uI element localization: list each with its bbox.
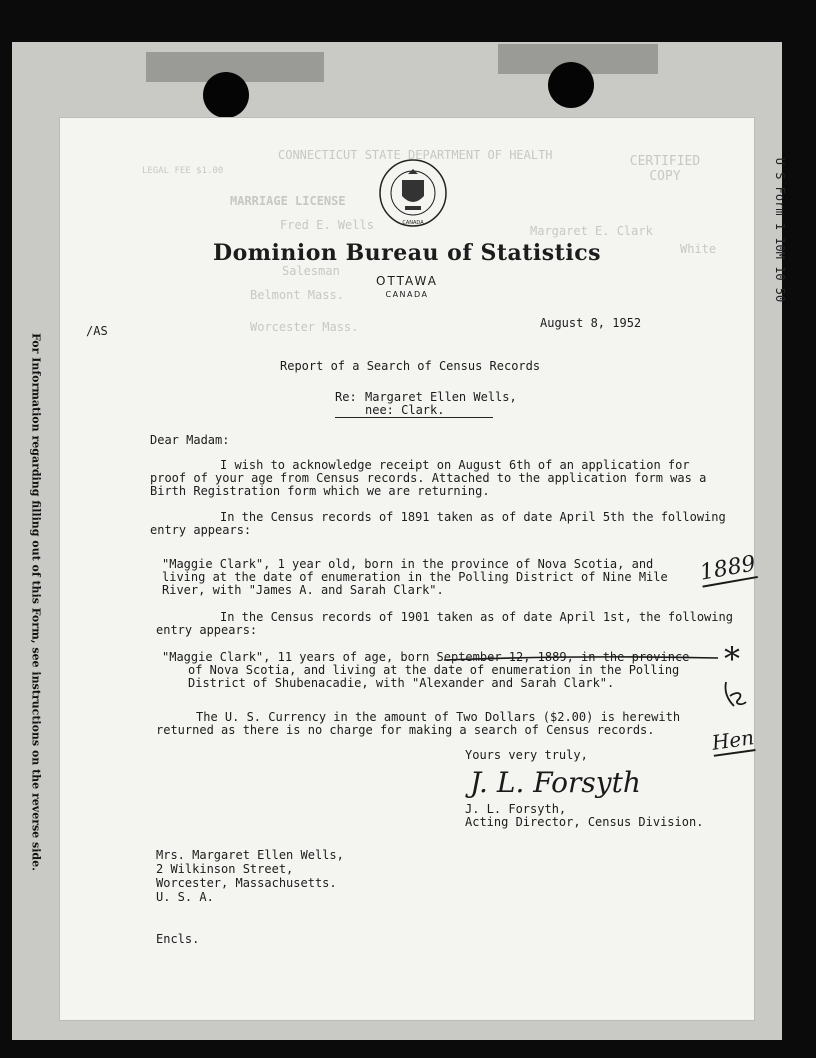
ghost-title: MARRIAGE LICENSE	[230, 194, 346, 208]
letter-date: August 8, 1952	[540, 316, 642, 330]
recipient-line: Mrs. Margaret Ellen Wells,	[156, 848, 344, 862]
organization-name: Dominion Bureau of Statistics	[213, 240, 601, 266]
ghost-agency: CONNECTICUT STATE DEPARTMENT OF HEALTH	[278, 148, 553, 162]
recipient-line: U. S. A.	[156, 890, 214, 904]
svg-text:CANADA: CANADA	[402, 220, 424, 226]
signature: J. L. Forsyth	[470, 766, 641, 799]
punch-hole	[203, 72, 249, 118]
census-entry: District of Shubenacadie, with "Alexander and Sarah Clark".	[188, 676, 615, 690]
ghost-stamp: CERTIFIED COPY	[629, 154, 701, 184]
ghost-race: White	[680, 242, 717, 256]
ghost-city: Worcester Mass.	[250, 320, 359, 334]
body-line: returned as there is no charge for making a search of Census records.	[156, 723, 655, 737]
body-line: In the Census records of 1901 taken as of date April 1st, the following	[220, 610, 733, 624]
body-line: In the Census records of 1891 taken as of date April 5th the following	[220, 510, 726, 524]
handwritten-note: Hen	[710, 725, 756, 755]
body-line: I wish to acknowledge receipt on August 6th of an application for	[220, 458, 690, 472]
form-number: U S Form 1 10M 10 50	[773, 157, 787, 303]
reference-code: /AS	[86, 324, 108, 338]
re-name: Margaret Ellen Wells,	[365, 390, 517, 404]
signer-name: J. L. Forsyth,	[465, 802, 567, 816]
handwritten-underline	[442, 646, 722, 662]
closing: Yours very truly,	[465, 748, 588, 762]
enclosures: Encls.	[156, 932, 200, 946]
body-line: entry appears:	[150, 523, 252, 537]
re-label: Re:	[335, 390, 357, 404]
census-entry: of Nova Scotia, and living at the date of enumeration in the Polling	[188, 663, 680, 677]
body-line: Birth Registration form which we are returning.	[150, 484, 490, 498]
census-entry: "Maggie Clark", 11 years of age, born September 12, 1889, in the province	[162, 650, 690, 664]
punch-hole	[548, 62, 594, 108]
body-line: The U. S. Currency in the amount of Two Dollars ($2.00) is herewith	[196, 710, 681, 724]
handwritten-year: 1889	[698, 551, 758, 586]
census-entry: River, with "James A. and Sarah Clark".	[162, 583, 444, 597]
government-seal	[378, 158, 448, 228]
re-nee: nee: Clark.	[335, 403, 493, 418]
letterhead-country: CANADA	[385, 290, 429, 299]
body-line: proof of your age from Census records. Attached to the application form was a	[150, 471, 707, 485]
handwritten-mark	[720, 678, 750, 712]
salutation: Dear Madam:	[150, 433, 230, 447]
recipient-line: Worcester, Massachusetts.	[156, 876, 337, 890]
signer-title: Acting Director, Census Division.	[465, 815, 704, 829]
letterhead-city: OTTAWA	[376, 274, 438, 288]
side-instruction-note: For Information regarding filling out of this Form, see instructions on the reverse side.	[29, 333, 43, 871]
letter-subject: Report of a Search of Census Records	[280, 359, 541, 373]
ghost-groom: Fred E. Wells	[280, 218, 374, 232]
census-entry: living at the date of enumeration in the Polling District of Nine Mile	[162, 570, 668, 584]
ghost-bride: Margaret E. Clark	[530, 224, 653, 238]
ghost-occupation: Salesman	[282, 264, 340, 278]
ghost-residence: Belmont Mass.	[250, 288, 344, 302]
body-line: entry appears:	[156, 623, 258, 637]
handwritten-star: *	[724, 640, 740, 678]
recipient-line: 2 Wilkinson Street,	[156, 862, 294, 876]
ghost-fee: LEGAL FEE $1.00	[142, 166, 224, 176]
census-entry: "Maggie Clark", 1 year old, born in the province of Nova Scotia, and	[162, 557, 654, 571]
letter-page	[60, 118, 758, 1020]
